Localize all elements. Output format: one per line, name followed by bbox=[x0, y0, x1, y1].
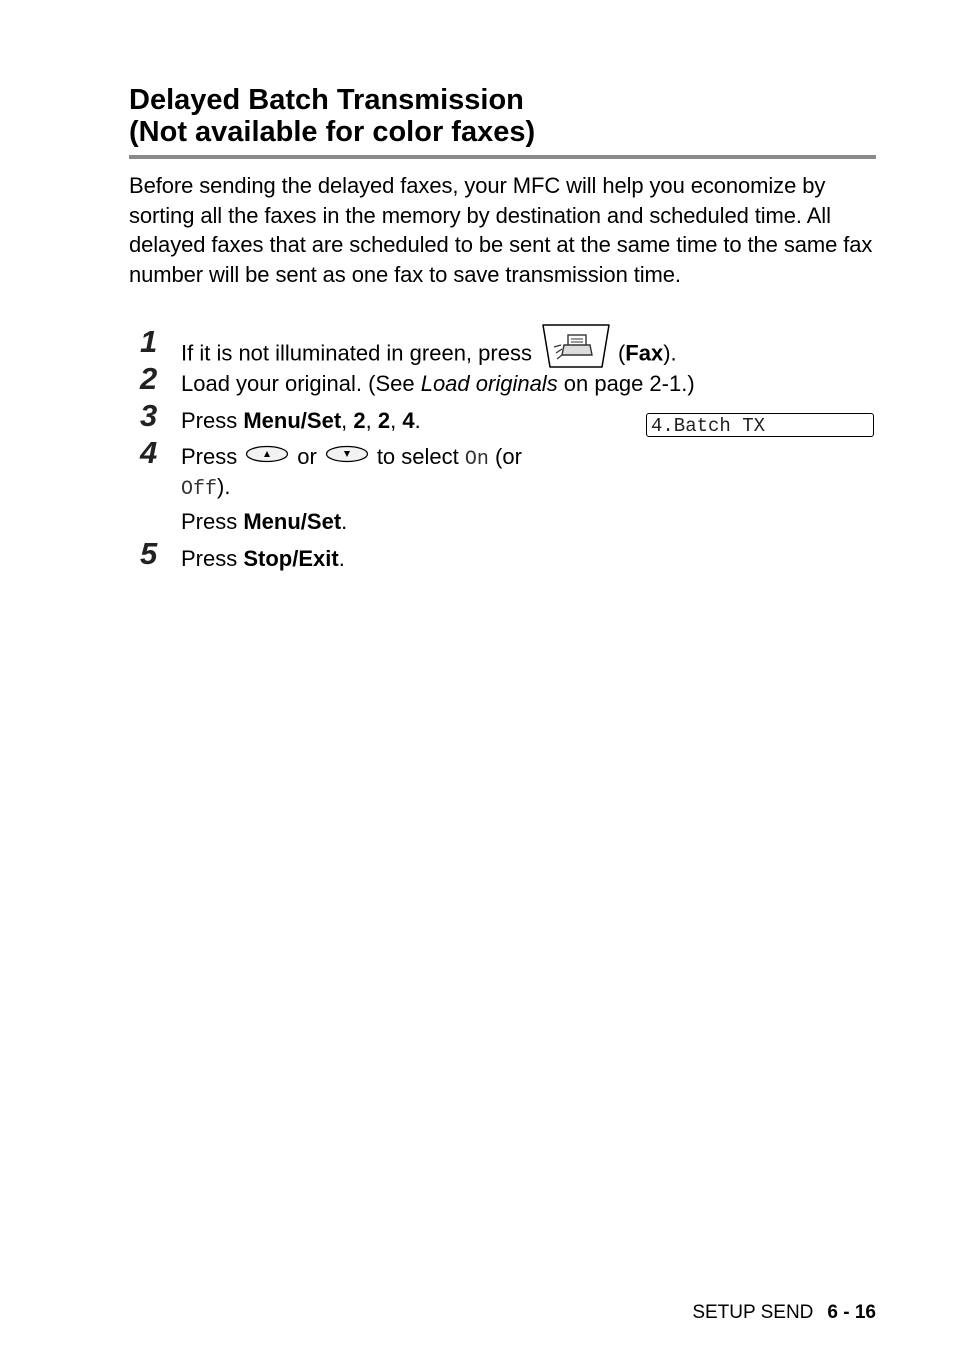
step-1-instruction: If it is not illuminated in green, press bbox=[181, 340, 532, 366]
step-3-text bbox=[181, 407, 421, 435]
step-3-end: . bbox=[414, 408, 421, 433]
option-off: Off bbox=[181, 478, 218, 501]
step-2-text bbox=[181, 370, 695, 398]
step-5-end: . bbox=[338, 546, 345, 571]
step-4-press: Press bbox=[181, 509, 244, 534]
footer-section: SETUP SEND bbox=[692, 1302, 814, 1323]
page-title bbox=[129, 84, 535, 148]
step-3-lead: Press bbox=[181, 408, 244, 433]
step-4-or: or bbox=[297, 444, 317, 469]
step-3-sep-3: , bbox=[390, 408, 403, 433]
title-line-2: (Not available for color faxes) bbox=[129, 116, 536, 148]
step-1-end: ). bbox=[663, 340, 677, 366]
page-footer bbox=[692, 1301, 876, 1325]
lcd-display: 4.Batch TX bbox=[646, 413, 874, 437]
step-number-1: 1 bbox=[140, 324, 158, 359]
step-4-lead: Press bbox=[181, 444, 238, 469]
step-4-text bbox=[181, 443, 522, 474]
step-5-text bbox=[181, 545, 345, 573]
step-4-select: to select bbox=[376, 444, 459, 469]
step-4-close: ). bbox=[217, 474, 231, 499]
page-number: 6 - 16 bbox=[827, 1302, 876, 1323]
title-rule bbox=[129, 155, 876, 159]
step-2-tail: on page 2-1.) bbox=[557, 371, 695, 396]
menu-set-key: Menu/Set bbox=[243, 408, 342, 433]
step-2-lead: Load your original. (See bbox=[181, 371, 421, 396]
step-3-sep-1: , bbox=[341, 408, 354, 433]
step-4-text-cont bbox=[181, 473, 230, 504]
step-number-4: 4 bbox=[140, 435, 158, 470]
intro-paragraph: Before sending the delayed faxes, your MFC will help you economize by sorting all the faxes in the memory by destination and scheduled time. All delayed faxes that are scheduled to be sent at the same time to the same fax number will be sent as one fax to save transmission time. bbox=[129, 173, 873, 287]
title-line-1: Delayed Batch Transmission bbox=[129, 84, 524, 116]
step-number-3: 3 bbox=[140, 398, 158, 433]
up-arrow-key-icon bbox=[245, 442, 289, 470]
stop-exit-key: Stop/Exit bbox=[243, 546, 339, 571]
step-5-lead: Press bbox=[181, 546, 244, 571]
down-arrow-key-icon bbox=[325, 442, 369, 470]
fax-key-label: Fax bbox=[625, 340, 664, 366]
option-on: On bbox=[464, 448, 489, 471]
load-originals-reference: Load originals bbox=[420, 371, 558, 396]
step-4-or-paren: (or bbox=[488, 444, 522, 469]
key-4: 4 bbox=[402, 408, 415, 433]
key-2b: 2 bbox=[377, 408, 391, 433]
key-2a: 2 bbox=[353, 408, 366, 433]
step-4-confirm bbox=[181, 508, 347, 536]
step-1-paren: ( bbox=[617, 340, 626, 366]
menu-set-key-2: Menu/Set bbox=[243, 509, 342, 534]
step-number-2: 2 bbox=[140, 361, 158, 396]
step-4-end: . bbox=[341, 509, 348, 534]
fax-key-icon bbox=[540, 323, 612, 376]
step-number-5: 5 bbox=[140, 536, 158, 571]
step-3-sep-2: , bbox=[365, 408, 378, 433]
